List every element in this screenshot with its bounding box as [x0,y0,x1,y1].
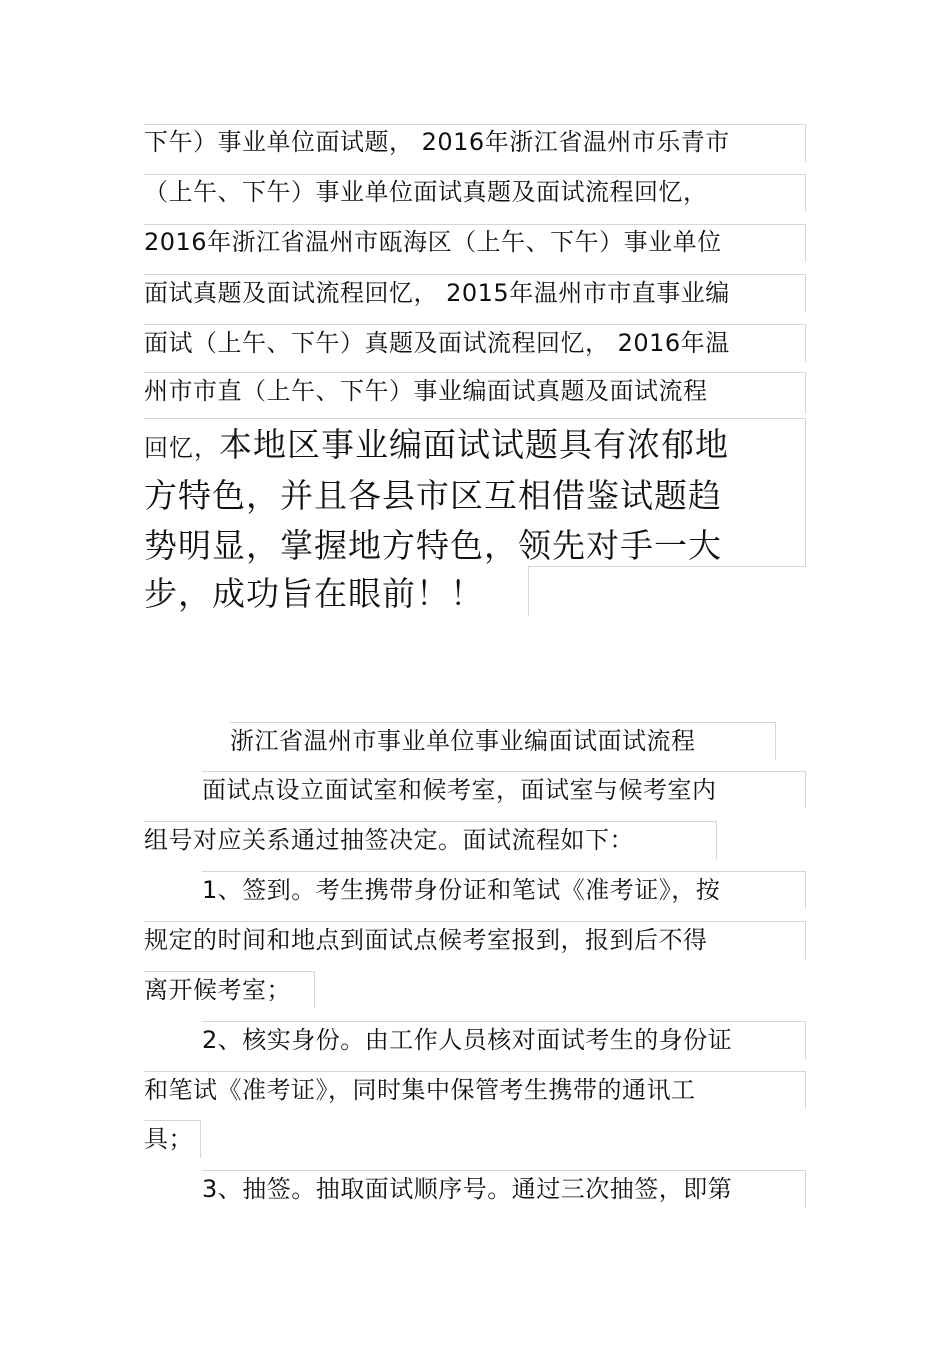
rule-line [805,1170,806,1208]
rule-line [144,1071,806,1072]
intro-emphasis-line-1 [144,425,729,468]
rule-line [716,821,717,859]
rule-line [805,324,806,362]
rule-line [144,124,806,125]
rule-line [805,871,806,909]
rule-line [144,274,806,275]
rule-line [144,224,806,225]
section-line-3: 1、签到。考生携带身份证和笔试《准考证》，按 [202,876,721,904]
rule-line [144,821,716,822]
rule-line [144,1120,201,1121]
section-line-7: 和笔试《准考证》，同时集中保管考生携带的通讯工 [144,1076,696,1104]
rule-line [805,124,806,162]
intro-line-2: （上午、下午）事业单位面试真题及面试流程回忆， [144,178,708,206]
rule-line [202,1170,806,1171]
rule-line [805,372,806,414]
rule-line [805,418,806,566]
rule-line [805,1021,806,1059]
rule-line [528,566,806,567]
intro-emphasis-line-3: 势明显，掌握地方特色，领先对手一大 [144,526,722,565]
intro-emphasis-prefix: 回忆， [144,434,219,462]
section-line-2: 组号对应关系通过抽签决定。面试流程如下： [144,826,634,854]
intro-line-4: 面试真题及面试流程回忆， 2015年温州市市直事业编 [144,279,730,307]
section-line-1: 面试点设立面试室和候考室，面试室与候考室内 [202,776,717,804]
rule-line [805,224,806,262]
rule-line [230,722,776,723]
intro-line-1: 下午）事业单位面试题， 2016年浙江省温州市乐青市 [144,128,730,156]
section-line-5: 离开候考室； [144,976,291,1004]
rule-line [805,1071,806,1109]
rule-line [805,921,806,959]
rule-line [805,274,806,312]
intro-emphasis-text: 本地区事业编面试试题具有浓郁地 [219,425,729,464]
section-line-9: 3、抽签。抽取面试顺序号。通过三次抽签，即第 [202,1175,733,1203]
rule-line [528,566,529,616]
rule-line [144,971,315,972]
section-line-4: 规定的时间和地点到面试点候考室报到，报到后不得 [144,926,708,954]
rule-line [144,372,806,373]
rule-line [200,1120,201,1158]
section-line-8: 具； [144,1125,193,1153]
rule-line [202,1021,806,1022]
rule-line [144,418,806,419]
intro-line-5: 面试（上午、下午）真题及面试流程回忆， 2016年温 [144,329,730,357]
rule-line [202,771,806,772]
rule-line [805,174,806,212]
section-line-6: 2、核实身份。由工作人员核对面试考生的身份证 [202,1026,733,1054]
rule-line [775,722,776,760]
intro-line-3: 2016年浙江省温州市瓯海区（上午、下午）事业单位 [144,228,722,256]
intro-line-6: 州市市直（上午、下午）事业编面试真题及面试流程 [144,377,708,405]
intro-emphasis-line-4: 步，成功旨在眼前！！ [144,574,484,613]
rule-line [805,771,806,809]
rule-line [144,174,806,175]
intro-emphasis-line-2: 方特色，并且各县市区互相借鉴试题趋 [144,476,722,515]
rule-line [144,324,806,325]
rule-line [202,871,806,872]
rule-line [314,971,315,1009]
section-title: 浙江省温州市事业单位事业编面试面试流程 [230,727,696,755]
rule-line [144,921,806,922]
